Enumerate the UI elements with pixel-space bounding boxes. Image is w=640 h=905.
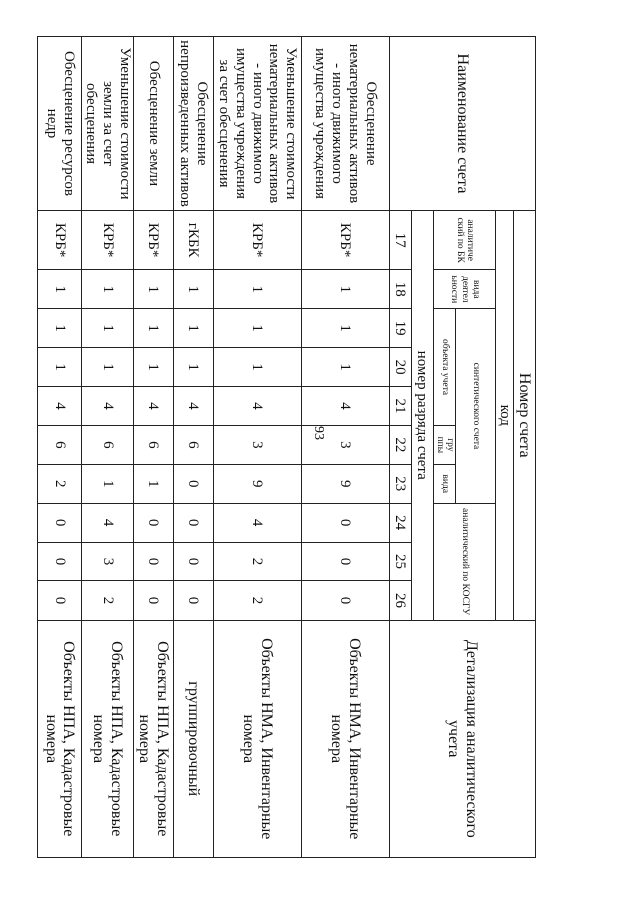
code-cell: 1 [301,309,389,348]
detail-cell: Объекты НПА, Кадастровые номера [38,620,82,858]
account-name-cell: Обесценение земли [133,37,173,211]
code-cell: 9 [301,464,389,503]
table-row [213,37,301,858]
code-cell: 6 [173,425,213,464]
code-cell: 0 [173,503,213,542]
code-cell: 1 [38,309,82,348]
code-cell: 6 [82,425,133,464]
account-name-cell: Обесценение ресурсов недр [38,37,82,211]
code-cell: 0 [38,503,82,542]
rotated-document [42,36,536,858]
code-cell: 2 [82,581,133,620]
code-cell: 3 [82,542,133,581]
header-code: код [496,210,514,620]
code-cell: 0 [173,581,213,620]
code-cell: КРБ* [213,210,301,269]
code-cell: 0 [38,581,82,620]
code-cell: 1 [213,309,301,348]
code-cell: 4 [82,387,133,426]
table-row [82,37,133,858]
table-row [301,37,389,858]
code-cell: 2 [38,464,82,503]
code-cell: 0 [301,503,389,542]
code-cell: КРБ* [301,210,389,269]
accounts-table [37,36,536,858]
code-cell: 6 [133,425,173,464]
header-account-name: Наименование счета [389,37,535,211]
header-object-account: объекта учета [433,309,456,426]
header-kind: вида [433,464,456,503]
code-cell: 3 [301,425,389,464]
code-cell: 1 [133,309,173,348]
digit-cell: 20 [389,348,411,387]
code-cell: 1 [82,270,133,309]
code-cell: 1 [173,309,213,348]
code-cell: 4 [213,387,301,426]
account-name-cell: Обесценение непроизведенных активов [173,37,213,211]
header-account-number: Номер счета [514,210,536,620]
code-cell: 1 [133,270,173,309]
code-cell: 1 [82,348,133,387]
code-cell: 1 [133,464,173,503]
code-cell: КРБ* [133,210,173,269]
code-cell: 4 [301,387,389,426]
header-digit-number: номер разряда счета [411,210,433,620]
code-cell: 1 [173,348,213,387]
digit-cell: 21 [389,387,411,426]
code-cell: КРБ* [82,210,133,269]
header-kosgu: аналитический по КОСГУ [433,503,496,620]
detail-cell: Объекты НПА, Кадастровые номера [82,620,133,858]
detail-cell: Объекты НМА, Инвентарные номера [301,620,389,858]
code-cell: 1 [213,270,301,309]
code-cell: 1 [173,270,213,309]
code-cell: 0 [133,542,173,581]
code-cell: 1 [38,270,82,309]
code-cell: 1 [213,348,301,387]
code-cell: 1 [82,309,133,348]
code-cell: 0 [301,581,389,620]
code-cell: 0 [173,542,213,581]
code-cell: 1 [301,348,389,387]
code-cell: 1 [133,348,173,387]
code-cell: 1 [38,348,82,387]
code-cell: 6 [38,425,82,464]
header-synthetic: синтетического счета [456,309,496,503]
code-cell: 3 [213,425,301,464]
code-cell: 0 [133,503,173,542]
code-cell: гКБК [173,210,213,269]
code-cell: 2 [213,581,301,620]
detail-cell: группировочный [173,620,213,858]
digit-cell: 17 [389,210,411,269]
header-group: гру ппы [433,425,456,464]
account-name-cell: Уменьшение стоимости земли за счет обесценения [82,37,133,211]
code-cell: 0 [38,542,82,581]
code-cell: КРБ* [38,210,82,269]
code-cell: 0 [301,542,389,581]
header-analytic-bk: аналитиче ский по БК [433,210,496,269]
table-row [173,37,213,858]
page-number: 93 [311,426,326,440]
digit-cell: 26 [389,581,411,620]
account-name-cell: Обесценение нематериальных активов - иного движимого имущества учреждения [301,37,389,211]
header-row-1 [514,37,536,858]
digit-cell: 25 [389,542,411,581]
code-cell: 4 [82,503,133,542]
code-cell: 4 [173,387,213,426]
digit-cell: 19 [389,309,411,348]
digit-cell: 24 [389,503,411,542]
code-cell: 2 [213,542,301,581]
code-cell: 0 [173,464,213,503]
detail-cell: Объекты НПА, Кадастровые номера [133,620,173,858]
account-name-cell: Уменьшение стоимости нематериальных активов - иного движимого имущества учреждения за счет обесценения [213,37,301,211]
digit-cell: 23 [389,464,411,503]
header-activity-type: вида деятел ьности [433,270,496,309]
table-row [38,37,82,858]
code-cell: 4 [133,387,173,426]
code-cell: 9 [213,464,301,503]
table-row [133,37,173,858]
code-cell: 0 [133,581,173,620]
code-cell: 4 [213,503,301,542]
code-cell: 4 [38,387,82,426]
code-cell: 1 [82,464,133,503]
table-viewport [42,36,536,858]
detail-cell: Объекты НМА, Инвентарные номера [213,620,301,858]
header-detail: Детализация аналитического учета [389,620,535,858]
digit-cell: 22 [389,425,411,464]
digit-cell: 18 [389,270,411,309]
code-cell: 1 [301,270,389,309]
